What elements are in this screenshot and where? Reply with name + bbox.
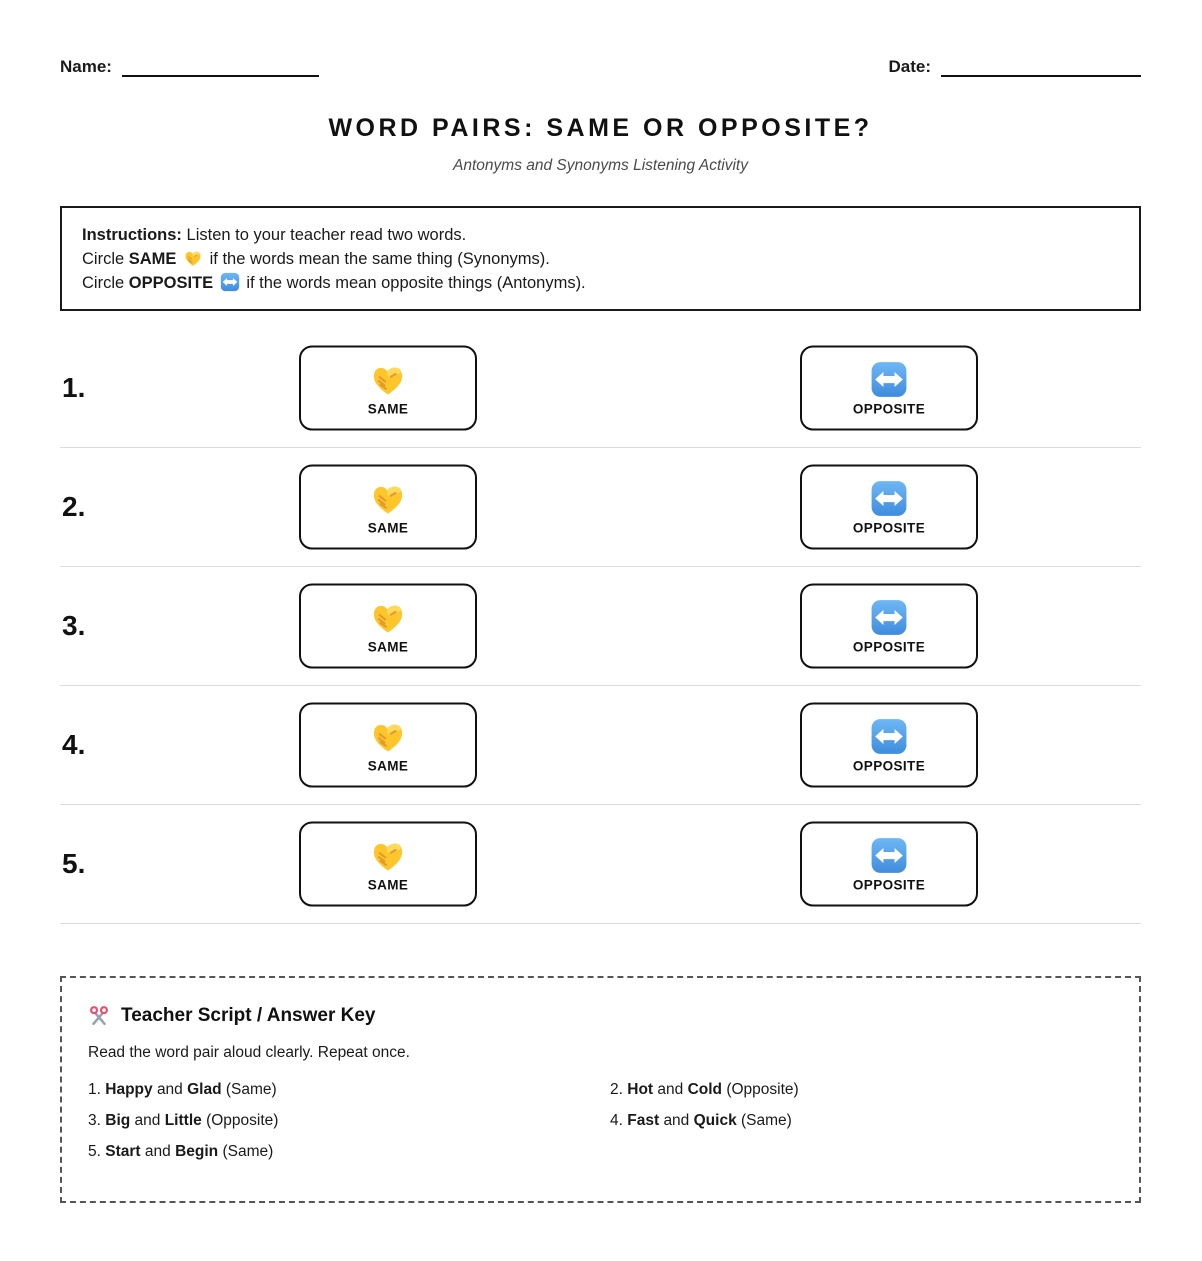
answer-key-item-5 — [88, 1143, 610, 1161]
left-right-arrow-icon — [220, 272, 240, 292]
date-blank-line[interactable] — [941, 63, 1141, 77]
instructions-line-1-text: Listen to your teacher read two words. — [186, 226, 467, 244]
answer-key-item-4 — [610, 1112, 1113, 1130]
item-word-2: Little — [164, 1112, 202, 1129]
handshake-icon — [369, 836, 407, 874]
item-word-1: Hot — [627, 1081, 654, 1098]
item-word-1: Happy — [105, 1081, 153, 1098]
scissors-icon — [88, 1005, 110, 1027]
item-word-2: Quick — [693, 1112, 737, 1129]
item-answer: (Same) — [741, 1112, 792, 1129]
name-label: Name: — [60, 57, 112, 76]
item-word-1: Start — [105, 1143, 141, 1160]
handshake-icon — [369, 598, 407, 636]
instructions-line-2 — [82, 247, 1119, 271]
word-row-2 — [60, 448, 1141, 567]
row-number: 3. — [62, 610, 86, 641]
teacher-script-heading-text: Teacher Script / Answer Key — [121, 1005, 376, 1026]
left-right-arrow-icon — [870, 360, 908, 398]
item-answer: (Same) — [225, 1081, 277, 1098]
same-button-row-3[interactable] — [299, 584, 477, 669]
teacher-script-instruction: Read the word pair aloud clearly. Repeat once. — [88, 1044, 410, 1061]
name-field — [60, 58, 319, 77]
word-row-3 — [60, 567, 1141, 686]
item-number: 2. — [610, 1081, 623, 1098]
opposite-rest-text: if the words mean opposite things (Antonyms). — [246, 274, 586, 292]
same-button-label: SAME — [367, 401, 409, 416]
item-answer: (Opposite) — [206, 1112, 279, 1129]
same-button-row-1[interactable] — [299, 346, 477, 431]
instructions-box — [60, 206, 1141, 311]
choice-rows — [60, 329, 1141, 924]
opposite-button-row-1[interactable] — [800, 346, 978, 431]
circle-word: Circle — [82, 250, 125, 268]
item-number: 1. — [88, 1081, 101, 1098]
opposite-button-row-5[interactable] — [800, 822, 978, 907]
handshake-icon — [369, 717, 407, 755]
item-answer: (Opposite) — [726, 1081, 799, 1098]
opposite-button-row-2[interactable] — [800, 465, 978, 550]
same-button-row-5[interactable] — [299, 822, 477, 907]
item-conjunction: and — [663, 1112, 690, 1129]
handshake-icon — [369, 360, 407, 398]
row-number: 2. — [62, 491, 86, 522]
item-answer: (Same) — [222, 1143, 274, 1160]
name-blank-line[interactable] — [122, 63, 319, 77]
instructions-label: Instructions: — [82, 226, 182, 244]
date-field — [888, 58, 1141, 77]
teacher-script-box — [60, 976, 1141, 1203]
left-right-arrow-icon — [870, 598, 908, 636]
opposite-button-row-3[interactable] — [800, 584, 978, 669]
item-number: 4. — [610, 1112, 623, 1129]
header — [60, 58, 1141, 77]
date-label: Date: — [888, 57, 931, 76]
answer-key-list — [88, 1081, 1113, 1161]
same-word: SAME — [128, 250, 177, 268]
item-word-1: Big — [105, 1112, 131, 1129]
same-button-label: SAME — [367, 877, 409, 892]
row-number: 1. — [62, 372, 86, 403]
opposite-button-label: OPPOSITE — [852, 401, 926, 416]
same-button-row-4[interactable] — [299, 703, 477, 788]
item-word-1: Fast — [627, 1112, 660, 1129]
same-button-label: SAME — [367, 758, 409, 773]
instructions-line-3 — [82, 271, 1119, 295]
instructions-line-1 — [82, 223, 1119, 247]
word-row-1 — [60, 329, 1141, 448]
item-word-2: Begin — [175, 1143, 219, 1160]
page-subtitle: Antonyms and Synonyms Listening Activity — [453, 157, 748, 174]
left-right-arrow-icon — [870, 836, 908, 874]
item-number: 5. — [88, 1143, 101, 1160]
circle-word: Circle — [82, 274, 125, 292]
left-right-arrow-icon — [870, 479, 908, 517]
item-conjunction: and — [156, 1081, 183, 1098]
opposite-word: OPPOSITE — [128, 274, 214, 292]
opposite-button-label: OPPOSITE — [852, 639, 926, 654]
item-word-2: Cold — [687, 1081, 723, 1098]
word-row-5 — [60, 805, 1141, 924]
same-button-label: SAME — [367, 639, 409, 654]
item-conjunction: and — [134, 1112, 161, 1129]
left-right-arrow-icon — [870, 717, 908, 755]
teacher-script-heading — [88, 1005, 1113, 1027]
opposite-button-label: OPPOSITE — [852, 877, 926, 892]
same-button-label: SAME — [367, 520, 409, 535]
page-title: WORD PAIRS: SAME OR OPPOSITE? — [328, 114, 873, 142]
opposite-button-label: OPPOSITE — [852, 758, 926, 773]
row-number: 5. — [62, 848, 86, 879]
opposite-button-row-4[interactable] — [800, 703, 978, 788]
answer-key-item-3 — [88, 1112, 610, 1130]
item-word-2: Glad — [187, 1081, 222, 1098]
same-button-row-2[interactable] — [299, 465, 477, 550]
word-row-4 — [60, 686, 1141, 805]
row-number: 4. — [62, 729, 86, 760]
handshake-icon — [369, 479, 407, 517]
handshake-icon — [183, 248, 203, 268]
answer-key-item-1 — [88, 1081, 610, 1099]
item-number: 3. — [88, 1112, 101, 1129]
item-conjunction: and — [657, 1081, 684, 1098]
opposite-button-label: OPPOSITE — [852, 520, 926, 535]
answer-key-item-2 — [610, 1081, 1113, 1099]
item-conjunction: and — [144, 1143, 171, 1160]
same-rest-text: if the words mean the same thing (Synonyms). — [209, 250, 550, 268]
